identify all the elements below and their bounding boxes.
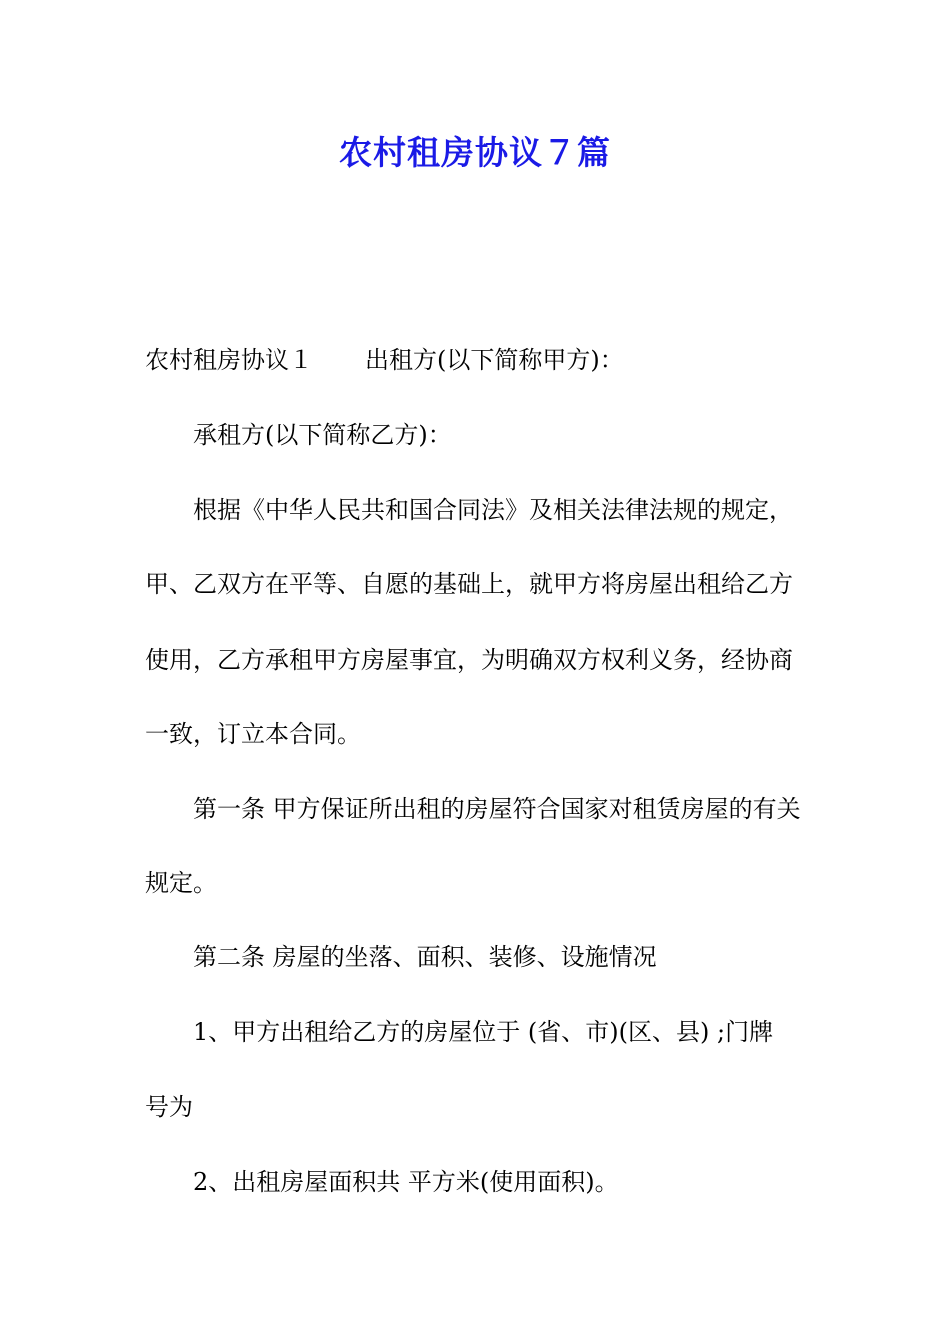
heading-label: 农村租房协议１ [145, 346, 313, 374]
paragraph-line: 号为 [145, 1093, 193, 1121]
document-title: 农村租房协议７篇 [339, 133, 611, 172]
paragraph-line: 第一条 甲方保证所出租的房屋符合国家对租赁房屋的有关 [193, 795, 801, 823]
heading-text: 出租方(以下简称甲方)： [365, 346, 624, 374]
paragraph-line: 2、出租房屋面积共 平方米(使用面积)。 [193, 1168, 619, 1196]
paragraph-line: 甲、乙双方在平等、自愿的基础上，就甲方将房屋出租给乙方 [145, 570, 793, 598]
paragraph-line: 1、甲方出租给乙方的房屋位于 (省、市)(区、县) ;门牌 [193, 1018, 774, 1046]
paragraph-line: 根据《中华人民共和国合同法》及相关法律法规的规定， [193, 496, 793, 524]
paragraph-line: 使用，乙方承租甲方房屋事宜，为明确双方权利义务，经协商 [145, 646, 793, 674]
paragraph-line: 第二条 房屋的坐落、面积、装修、设施情况 [193, 943, 657, 971]
paragraph-line: 一致，订立本合同。 [145, 720, 361, 748]
paragraph-line: 规定。 [145, 869, 217, 897]
paragraph-line: 承租方(以下简称乙方)： [193, 421, 452, 449]
heading-line [145, 342, 624, 378]
